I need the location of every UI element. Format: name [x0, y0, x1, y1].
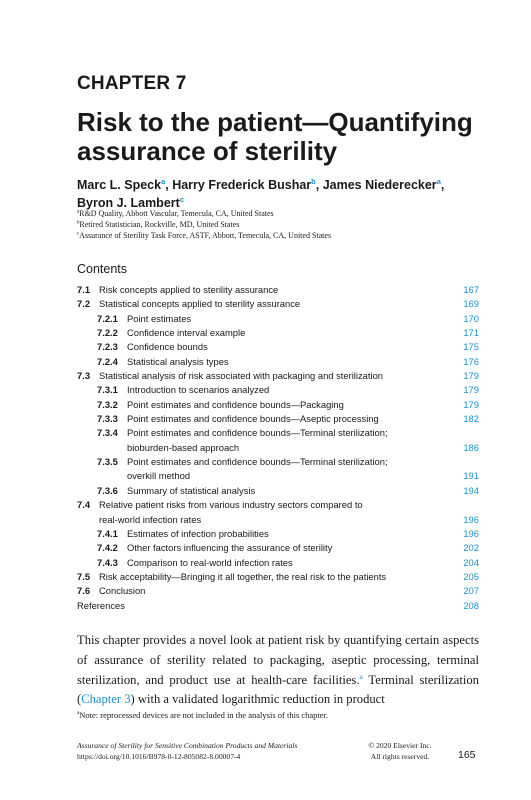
toc-section-number: 7.4.3 — [97, 556, 118, 568]
toc-page-number[interactable]: 202 — [463, 542, 479, 554]
author-affiliation-marker[interactable]: c — [179, 194, 184, 204]
author-separator: , — [165, 178, 173, 192]
toc-section-title: Risk concepts applied to sterility assurance — [99, 284, 279, 295]
toc-page-number[interactable]: 171 — [463, 327, 479, 339]
toc-page-number[interactable]: 176 — [463, 355, 479, 367]
toc-page-number[interactable]: 208 — [463, 599, 479, 611]
toc-section-title: Point estimates — [127, 312, 192, 324]
affiliation-text: Retired Statistician, Rockville, MD, United States — [79, 220, 240, 229]
toc-entry[interactable] — [77, 426, 479, 440]
toc-entry[interactable] — [77, 383, 479, 397]
rights-text: All rights reserved. — [370, 752, 430, 761]
toc-page-number[interactable]: 179 — [463, 370, 479, 382]
author-name: Harry Frederick Bushar — [172, 178, 312, 192]
affiliation-marker: b — [77, 220, 80, 226]
toc-section-number: 7.2.2 — [97, 327, 118, 339]
toc-page-number[interactable]: 179 — [463, 384, 479, 396]
footnote-text: Note: reprocessed devices are not included in the analysis of this chapter. — [79, 710, 329, 720]
contents-heading: Contents — [77, 262, 128, 276]
affiliation-marker: a — [77, 209, 80, 215]
affiliation-text: Assurance of Sterility Task Force, ASTF, Abbott, Temecula, CA, United States — [79, 231, 332, 240]
toc-page-number[interactable]: 169 — [463, 298, 479, 310]
book-title: Assurance of Sterility for Sensitive Combination Products and Materials — [77, 741, 298, 750]
chapter-title-line-1: Risk to the patient—Quantifying — [77, 107, 473, 137]
body-paragraph — [77, 631, 479, 710]
toc-section-number: 7.4 — [77, 499, 91, 511]
toc-page-number[interactable]: 170 — [463, 312, 479, 324]
toc-entry[interactable] — [77, 469, 479, 483]
author-separator: , — [315, 178, 323, 192]
toc-section-number: 7.3 — [77, 370, 91, 382]
page-number: 165 — [458, 749, 476, 761]
toc-section-title: Introduction to scenarios analyzed — [127, 384, 270, 396]
toc-entry[interactable] — [77, 556, 479, 570]
toc-entry[interactable] — [77, 398, 479, 412]
toc-section-number: 7.1 — [77, 284, 91, 295]
toc-page-number[interactable]: 167 — [463, 284, 479, 295]
chapter-title-line-2: assurance of sterility — [77, 136, 338, 166]
toc-entry[interactable] — [77, 498, 479, 512]
toc-page-number[interactable]: 186 — [463, 441, 479, 453]
toc-section-number: 7.3.3 — [97, 413, 118, 425]
toc-section-title: Statistical analysis types — [127, 355, 229, 367]
doi-link[interactable]: https://doi.org/10.1016/B978-0-12-805082-8.00007-4 — [77, 752, 241, 761]
toc-entry[interactable] — [77, 412, 479, 426]
toc-section-title: Point estimates and confidence bounds—Aseptic processing — [127, 413, 379, 425]
toc-entry[interactable] — [77, 297, 479, 311]
toc-page-number[interactable]: 182 — [463, 413, 479, 425]
toc-entry[interactable] — [77, 326, 479, 340]
toc-entry[interactable] — [77, 513, 479, 527]
toc-section-number: 7.2.1 — [97, 312, 118, 324]
footnote-label: a — [77, 710, 80, 717]
chapter-link[interactable]: Chapter 3 — [81, 692, 131, 707]
toc-entry[interactable] — [77, 283, 479, 297]
toc-section-title: real-world infection rates — [99, 513, 202, 525]
toc-section-number: 7.3.4 — [97, 427, 118, 439]
toc-section-title: Comparison to real-world infection rates — [127, 556, 293, 568]
toc-section-title: Point estimates and confidence bounds—Terminal sterilization; — [127, 456, 388, 468]
toc-entry[interactable] — [77, 484, 479, 498]
footer-copyright — [355, 740, 445, 762]
toc-section-title: Other factors influencing the assurance of sterility — [127, 542, 333, 554]
body-text-segment: Terminal sterilization ( — [77, 672, 479, 707]
footnote-marker[interactable]: a — [359, 671, 363, 681]
toc-entry[interactable] — [77, 369, 479, 383]
toc-entry[interactable] — [77, 541, 479, 555]
body-text-segment: ) with a validated logarithmic reduction in product — [130, 692, 385, 707]
toc-page-number[interactable]: 194 — [463, 484, 479, 496]
author-affiliation-marker[interactable]: a — [161, 176, 166, 186]
author-name: James Niederecker — [322, 178, 437, 192]
toc-page-number[interactable]: 191 — [463, 470, 479, 482]
toc-entry[interactable] — [77, 312, 479, 326]
toc-entry[interactable] — [77, 355, 479, 369]
toc-section-title: Statistical analysis of risk associated with packaging and sterilization — [99, 370, 383, 382]
author-separator: , — [440, 178, 445, 192]
toc-page-number[interactable]: 205 — [463, 570, 479, 582]
body-text-segment: This chapter provides a novel look at patient risk by quantifying certain aspects of assurance of sterility related to packaging, aseptic processing, terminal sterilization, and product use at health-care facilities. — [77, 633, 479, 687]
affiliation-line — [77, 208, 497, 219]
toc-entry[interactable] — [77, 455, 479, 469]
toc-page-number[interactable]: 175 — [463, 341, 479, 353]
toc-section-title: Risk acceptability—Bringing it all together, the real risk to the patients — [99, 570, 387, 582]
affiliation-list — [77, 208, 497, 241]
toc-section-title: overkill method — [127, 470, 191, 482]
toc-entry[interactable] — [77, 599, 479, 613]
toc-section-number: 7.3.2 — [97, 398, 118, 410]
affiliation-marker: c — [77, 231, 80, 237]
toc-page-number[interactable]: 204 — [463, 556, 479, 568]
toc-section-number: 7.5 — [77, 570, 91, 582]
author-name: Byron J. Lambert — [77, 196, 180, 210]
toc-section-number: 7.6 — [77, 585, 91, 597]
toc-entry[interactable] — [77, 340, 479, 354]
toc-entry[interactable] — [77, 441, 479, 455]
toc-section-title: Relative patient risks from various industry sectors compared to — [99, 499, 363, 511]
toc-page-number[interactable]: 207 — [463, 585, 479, 597]
table-of-contents — [77, 283, 479, 613]
toc-section-title: Confidence bounds — [127, 341, 208, 353]
toc-section-title: Point estimates and confidence bounds—Terminal sterilization; — [127, 427, 388, 439]
copyright-text: © 2020 Elsevier Inc. — [368, 741, 432, 750]
toc-page-number[interactable]: 179 — [463, 398, 479, 410]
toc-section-number: 7.2.4 — [97, 355, 118, 367]
toc-section-title: Confidence interval example — [127, 327, 246, 339]
toc-section-title: Estimates of infection probabilities — [127, 527, 269, 539]
toc-page-number[interactable]: 196 — [463, 513, 479, 525]
toc-section-title: Statistical concepts applied to sterility assurance — [99, 298, 301, 310]
toc-entry[interactable] — [77, 584, 479, 598]
toc-section-number: 7.4.2 — [97, 542, 118, 554]
toc-section-title: Point estimates and confidence bounds—Packaging — [127, 398, 344, 410]
toc-section-title: References — [77, 599, 125, 611]
toc-section-title: bioburden-based approach — [127, 441, 240, 453]
toc-entry[interactable] — [77, 527, 479, 541]
chapter-title — [77, 108, 497, 166]
affiliation-line — [77, 230, 497, 241]
toc-section-number: 7.2 — [77, 298, 91, 310]
toc-section-number: 7.3.1 — [97, 384, 118, 396]
toc-section-number: 7.2.3 — [97, 341, 118, 353]
toc-section-title: Summary of statistical analysis — [127, 484, 256, 496]
toc-section-title: Conclusion — [99, 585, 146, 597]
toc-section-number: 7.3.6 — [97, 484, 118, 496]
footer-citation — [77, 740, 297, 762]
toc-section-number: 7.4.1 — [97, 527, 118, 539]
author-name: Marc L. Speck — [77, 178, 162, 192]
toc-page-number[interactable]: 196 — [463, 527, 479, 539]
chapter-label: CHAPTER 7 — [77, 73, 187, 94]
author-affiliation-marker[interactable]: a — [436, 176, 441, 186]
toc-entry[interactable] — [77, 570, 479, 584]
toc-section-number: 7.3.5 — [97, 456, 118, 468]
affiliation-text: R&D Quality, Abbott Vascular, Temecula, CA, United States — [79, 209, 274, 218]
affiliation-line — [77, 219, 497, 230]
footnote — [77, 710, 479, 720]
author-affiliation-marker[interactable]: b — [311, 176, 316, 186]
